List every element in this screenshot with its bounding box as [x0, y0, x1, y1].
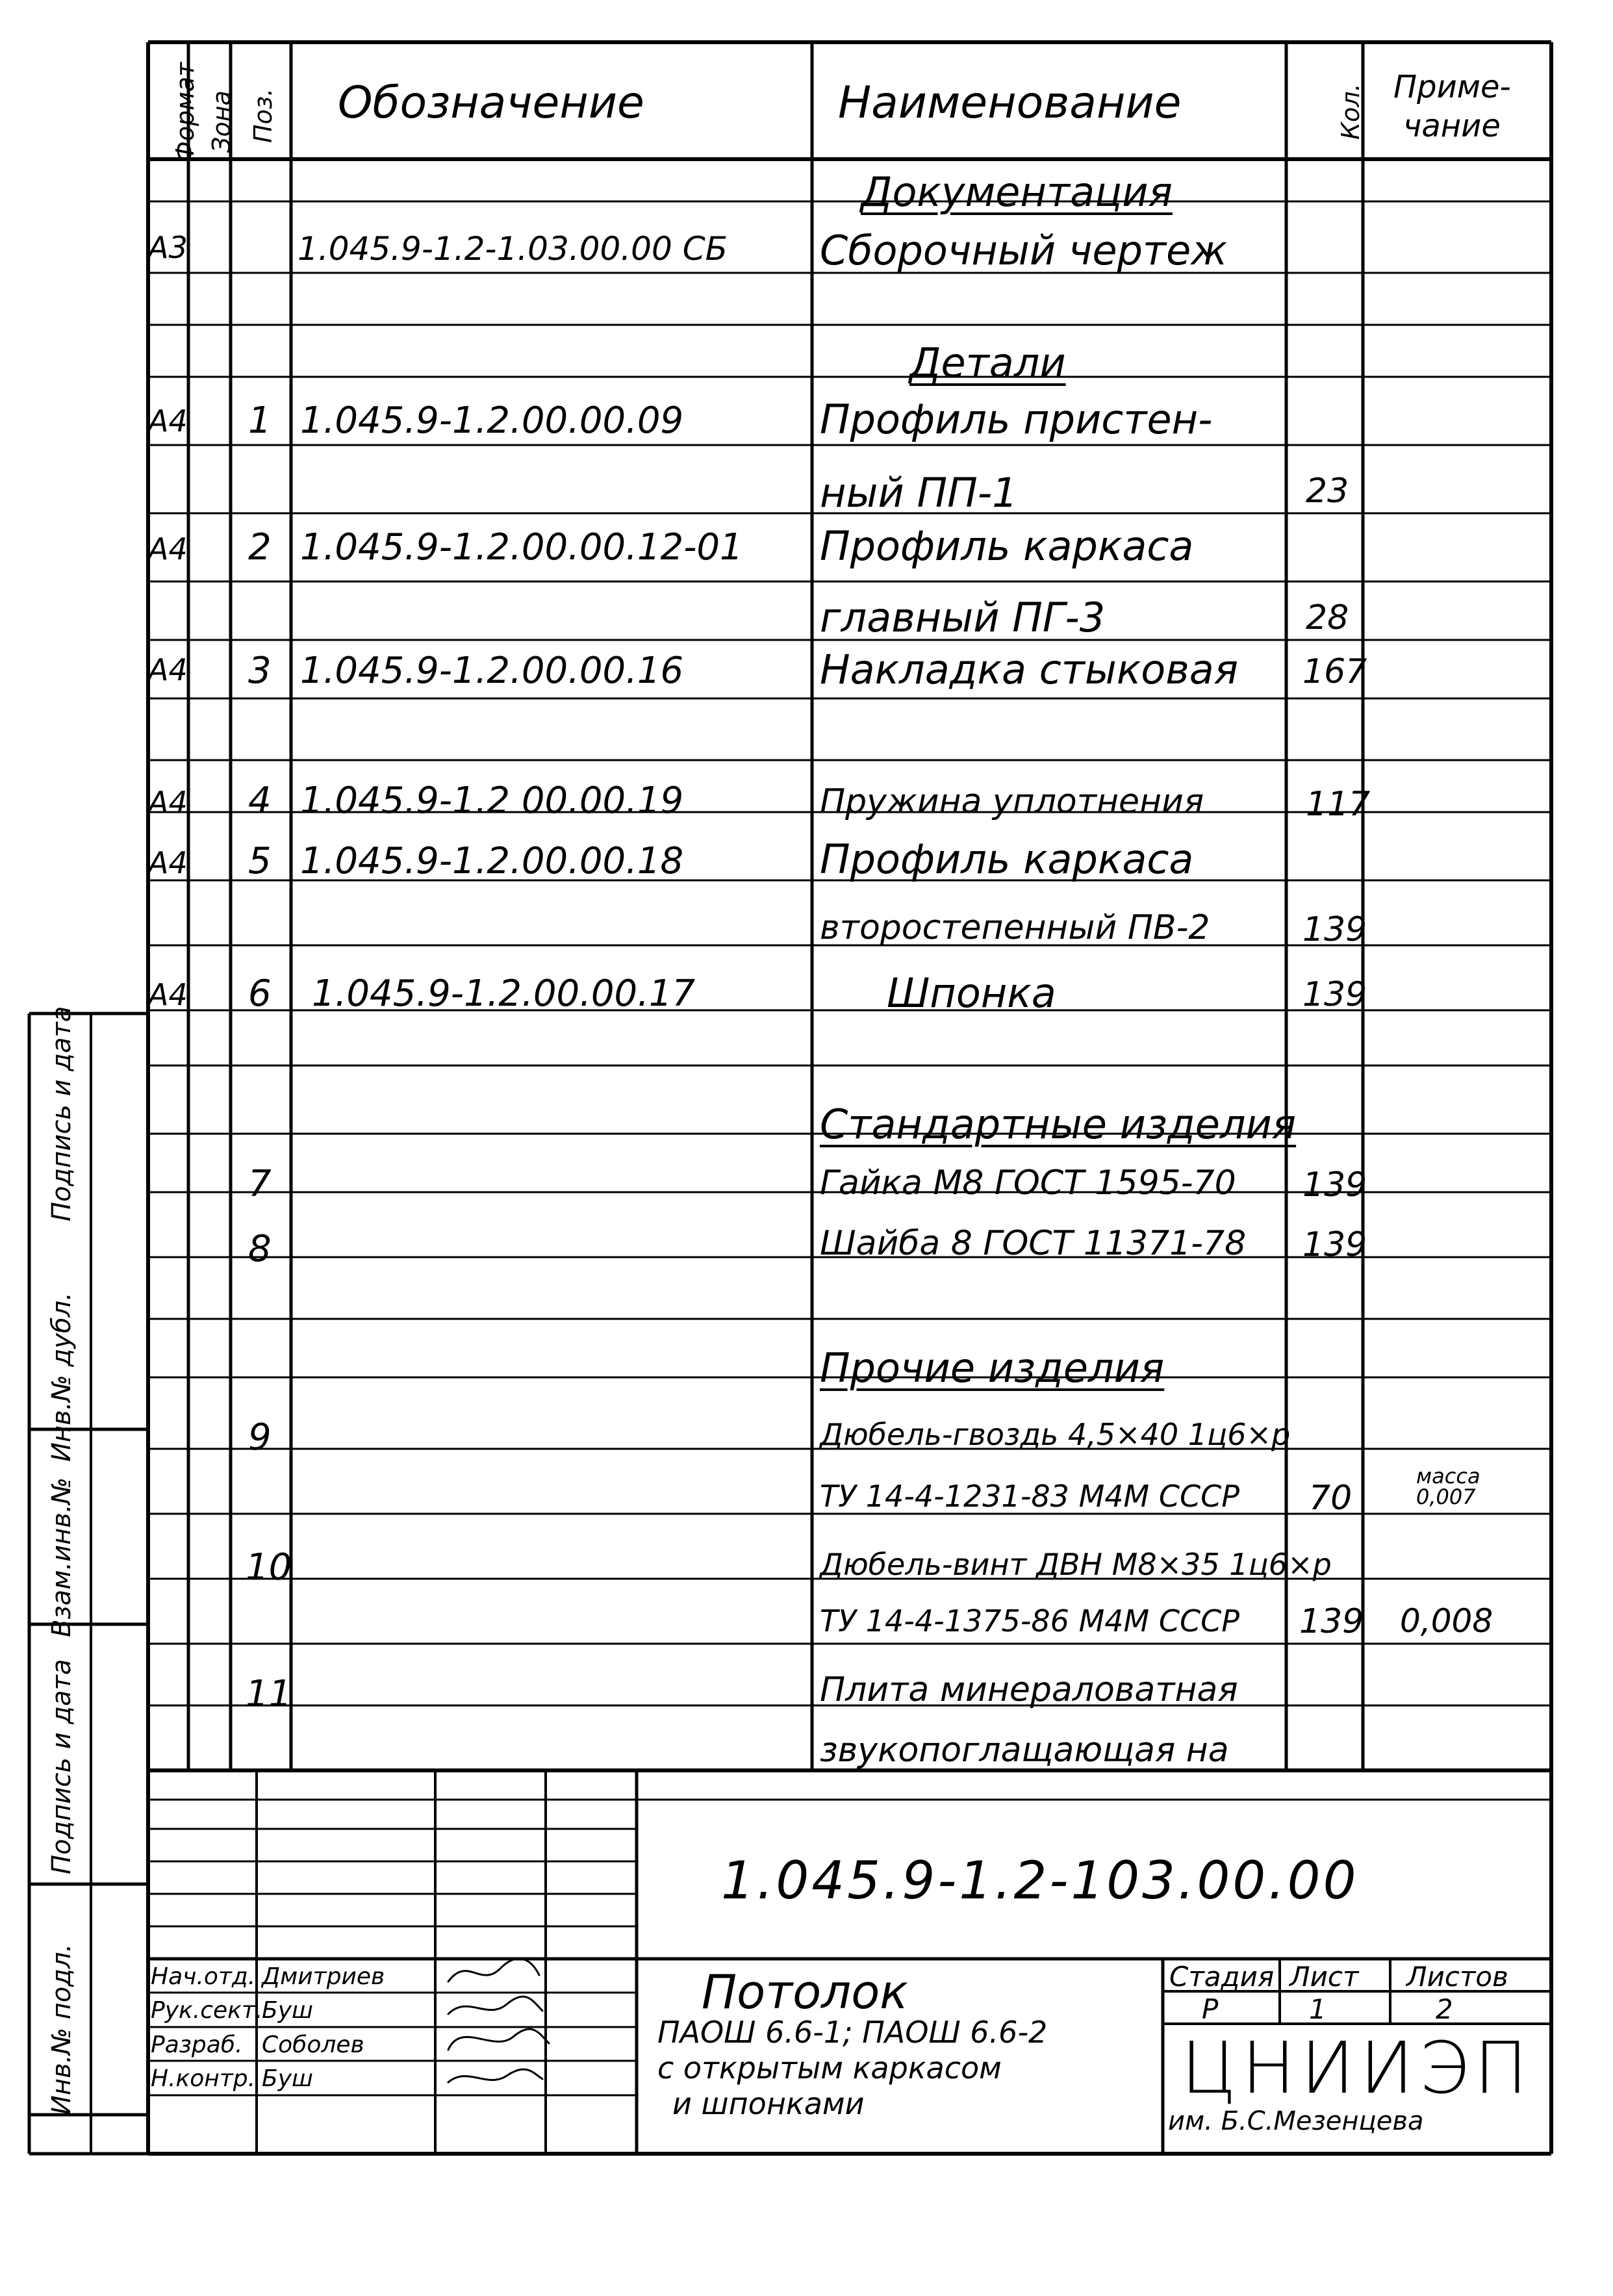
side-label-vzam-inv: Взам.инв.№ — [47, 1477, 77, 1637]
signer-role: Н.контр. — [151, 2065, 256, 2092]
row-pos: 3 — [248, 650, 272, 692]
row-name: Дюбель-гвоздь 4,5×40 1ц6×р — [820, 1417, 1291, 1452]
sheet-label: Лист — [1289, 1961, 1359, 1993]
signer-name: Буш — [262, 1997, 313, 2024]
row-name: Шпонка — [887, 969, 1056, 1017]
signature-scribble — [448, 1996, 542, 2014]
signer-name: Соболев — [262, 2032, 364, 2058]
signature-scribble — [448, 2069, 542, 2082]
side-label-podp-data-1: Подпись и дата — [47, 1659, 77, 1874]
row-name: Пружина уплотнения — [820, 782, 1204, 821]
organization-sub: им. Б.С.Мезенцева — [1168, 2106, 1424, 2136]
signer-role: Нач.отд. — [151, 1963, 256, 1990]
section-details: Детали — [909, 339, 1066, 387]
section-standard-items: Стандартные изделия — [820, 1101, 1297, 1148]
row-name: Дюбель-винт ДВН М8×35 1ц6×р — [820, 1547, 1332, 1582]
row-format: A4 — [148, 785, 188, 820]
header-format: Формат — [171, 62, 199, 162]
signer-role: Разраб. — [151, 2032, 243, 2058]
row-pos: 6 — [248, 973, 272, 1015]
row-name: Профиль каркаса — [820, 522, 1194, 570]
row-qty: 139 — [1299, 1602, 1364, 1641]
signatures — [448, 1959, 549, 2082]
row-qty: 139 — [1302, 1225, 1367, 1264]
row-format: A4 — [148, 403, 188, 439]
row-name-2: ТУ 14-4-1231-83 М4М СССР — [820, 1479, 1239, 1514]
row-name: Сборочный чертеж — [820, 227, 1228, 274]
row-pos: 11 — [246, 1673, 292, 1715]
row-name-2: второстепенный ПВ-2 — [820, 908, 1210, 947]
stage-label: Стадия — [1169, 1961, 1275, 1993]
signer-name: Буш — [262, 2065, 313, 2092]
row-note: 0,008 — [1400, 1602, 1493, 1640]
row-designation: 1.045.9-1.2-1.03.00.00 СБ — [298, 230, 728, 268]
row-name: Профиль пристен- — [820, 396, 1213, 443]
row-name: Накладка стыковая — [820, 646, 1239, 693]
row-pos: 5 — [248, 840, 272, 882]
row-format: A4 — [148, 652, 188, 687]
subtitle-3: и шпонками — [672, 2086, 865, 2121]
header-pos: Поз. — [249, 88, 277, 143]
row-name-2: главный ПГ-3 — [820, 594, 1106, 641]
row-note-1: масса — [1416, 1464, 1480, 1488]
document-code: 1.045.9-1.2-103.00.00 — [721, 1850, 1359, 1911]
row-qty: 117 — [1306, 785, 1371, 824]
row-name-2: звукопоглащающая на — [820, 1731, 1229, 1770]
signature-scribble — [448, 1959, 539, 1982]
row-name: Профиль каркаса — [820, 835, 1194, 883]
sheet-value: 1 — [1309, 1993, 1327, 2025]
subtitle-2: с открытым каркасом — [657, 2050, 1002, 2086]
row-pos: 1 — [248, 400, 272, 442]
row-qty: 70 — [1309, 1479, 1353, 1518]
row-name-2: ТУ 14-4-1375-86 М4М СССР — [820, 1603, 1239, 1639]
row-qty: 139 — [1302, 1166, 1367, 1205]
title: Потолок — [702, 1965, 908, 2019]
row-qty: 139 — [1302, 910, 1367, 949]
row-pos: 10 — [246, 1546, 292, 1588]
row-qty: 167 — [1302, 652, 1367, 691]
sheets-value: 2 — [1436, 1993, 1453, 2025]
row-designation: 1.045.9-1.2.00.00.18 — [300, 840, 684, 882]
row-designation: 1.045.9-1.2.00.00.12-01 — [300, 526, 743, 568]
sheets-label: Листов — [1406, 1961, 1508, 1993]
row-pos: 7 — [248, 1163, 272, 1205]
row-note-2: 0,007 — [1416, 1485, 1476, 1509]
header-designation: Обозначение — [338, 77, 644, 129]
row-pos: 4 — [248, 780, 272, 822]
row-pos: 2 — [248, 526, 272, 568]
header-qty: Кол. — [1336, 83, 1365, 140]
section-documentation: Документация — [861, 168, 1173, 216]
organization: ЦНИИЭП — [1181, 2026, 1533, 2110]
row-pos: 8 — [248, 1228, 272, 1270]
signer-name: Дмитриев — [262, 1963, 385, 1990]
header-name: Наименование — [838, 77, 1182, 129]
subtitle-1: ПАОШ 6.6-1; ПАОШ 6.6-2 — [657, 2015, 1048, 2050]
side-label-podp-data-2: Подпись и дата — [47, 1006, 77, 1221]
row-format: A4 — [148, 845, 188, 880]
signature-scribble — [448, 2029, 549, 2050]
row-name: Плита минераловатная — [820, 1670, 1238, 1709]
row-name-2: ный ПП-1 — [820, 469, 1018, 517]
table-grid — [29, 42, 1551, 2154]
row-qty: 23 — [1306, 472, 1349, 511]
row-qty: 28 — [1306, 598, 1349, 637]
side-label-inv-dubl: Инв.№ дубл. — [47, 1292, 77, 1462]
header-zone: Зона — [207, 90, 236, 153]
side-label-inv-podl: Инв.№ подл. — [47, 1943, 77, 2115]
row-designation: 1.045.9-1.2.00.00.16 — [300, 650, 684, 692]
row-designation: 1.045.9-1.2.00.00.17 — [312, 973, 696, 1015]
row-qty: 139 — [1302, 975, 1367, 1014]
header-note-1: Приме- — [1393, 69, 1511, 105]
signer-role: Рук.сект. — [151, 1997, 263, 2024]
row-designation: 1.045.9-1.2.00.00.09 — [300, 400, 684, 442]
row-name: Гайка М8 ГОСТ 1595-70 — [820, 1164, 1236, 1203]
row-format: A3 — [148, 230, 188, 265]
stage-value: Р — [1202, 1993, 1219, 2025]
row-name: Шайба 8 ГОСТ 11371-78 — [820, 1224, 1247, 1263]
section-other-items: Прочие изделия — [820, 1344, 1165, 1392]
row-designation: 1.045.9-1.2 00.00.19 — [300, 780, 684, 822]
row-pos: 9 — [248, 1416, 272, 1459]
header-note-2: чание — [1403, 108, 1501, 144]
row-format: A4 — [148, 531, 188, 567]
row-format: A4 — [148, 977, 188, 1012]
